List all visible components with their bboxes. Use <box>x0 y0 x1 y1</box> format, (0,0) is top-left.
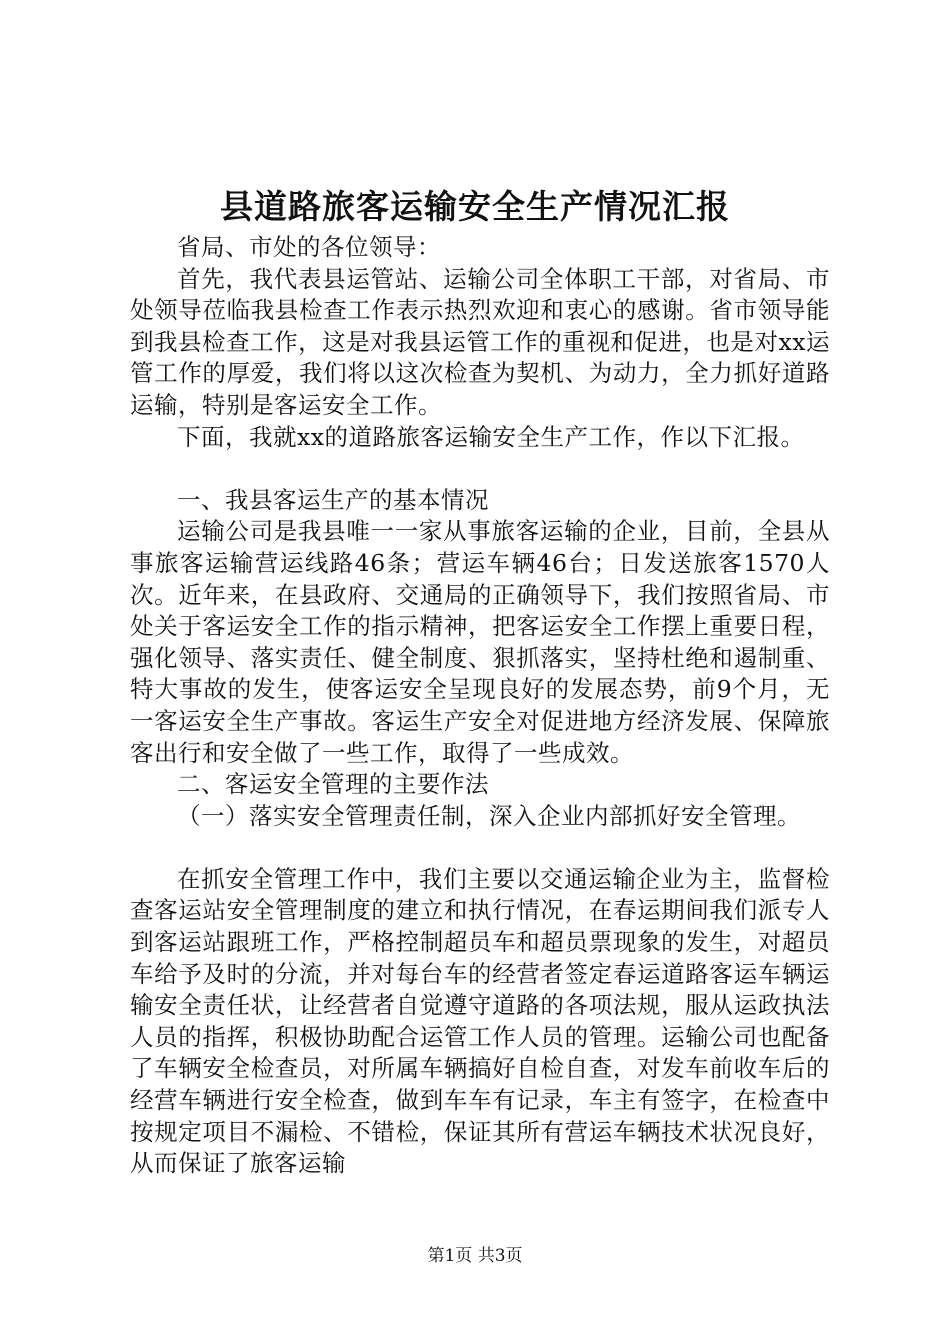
paragraph-safety-management: 在抓安全管理工作中，我们主要以交通运输企业为主，监督检查客运站安全管理制度的建立和执行情况，在春运期间我们派专人到客运站跟班工作，严格控制超员车和超员票现象的发生，对超员车给予及时的分流，并对每台车的经营者签定春运道路客运车辆运输安全责任状，让经营者自觉遵守道路的各项法规，服从运政执法人员的指挥，积极协助配合运管工作人员的管理。运输公司也配备了车辆安全检查员，对所属车辆搞好自检自查，对发车前收车后的经营车辆进行安全检查，做到车车有记录，车主有签字，在检查中按规定项目不漏检、不错检，保证其所有营运车辆技术状况良好，从而保证了旅客运输 <box>130 864 830 1178</box>
salutation: 省局、市处的各位领导： <box>177 233 441 261</box>
page-footer: 第1页 共3页 <box>427 1246 523 1266</box>
paragraph-report-lead: 下面，我就xx的道路旅客运输安全生产工作，作以下汇报。 <box>177 422 805 451</box>
document-title: 县道路旅客运输安全生产情况汇报 <box>220 187 730 226</box>
subsection-heading-1: （一）落实安全管理责任制，深入企业内部抓好安全管理。 <box>177 801 801 830</box>
paragraph-intro: 首先，我代表县运管站、运输公司全体职工干部，对省局、市处领导莅临我县检查工作表示热烈欢迎和衷心的感谢。省市领导能到我县检查工作，这是对我县运管工作的重视和促进，也是对xx运管工作的厚爱，我们将以这次检查为契机、为动力，全力抓好道路运输，特别是客运安全工作。 <box>130 264 830 419</box>
section-heading-2: 二、客运安全管理的主要作法 <box>177 770 489 799</box>
section-heading-1: 一、我县客运生产的基本情况 <box>177 485 489 514</box>
paragraph-spacer <box>130 832 830 864</box>
paragraph-basic-situation: 运输公司是我县唯一一家从事旅客运输的企业，目前，全县从事旅客运输营运线路46条；营运车辆46台；日发送旅客1570人次。近年来，在县政府、交通局的正确领导下，我们按照省局、市处关于客运安全工作的指示精神，把客运安全工作摆上重要日程，强化领导、落实责任、健全制度、狠抓落实，坚持杜绝和遏制重、特大事故的发生，使客运安全呈现良好的发展态势，前9个月，无一客运安全生产事故。客运生产安全对促进地方经济发展、保障旅客出行和安全做了一些工作，取得了一些成效。 <box>130 517 830 767</box>
document-body <box>130 232 830 1180</box>
paragraph-spacer <box>130 453 830 485</box>
